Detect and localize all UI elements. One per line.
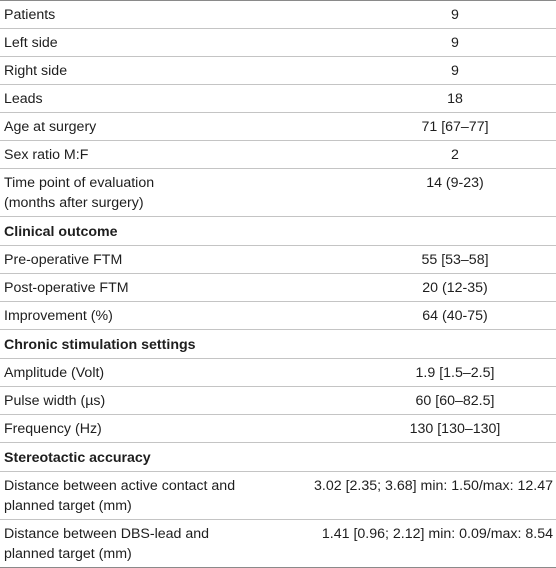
- row-label: Distance between active contact and planned target (mm): [4, 478, 236, 514]
- row-value: 9: [451, 63, 459, 79]
- row-value: 1.41 [0.96; 2.12] min: 0.09/max: 8.54: [321, 526, 553, 542]
- table-row: [0, 387, 556, 414]
- table-row: [0, 246, 556, 273]
- table-row: [0, 302, 556, 329]
- table-row: [0, 520, 556, 567]
- row-label: Right side: [4, 63, 68, 79]
- row-value: 9: [451, 35, 459, 51]
- table-row: [0, 85, 556, 112]
- row-label: Age at surgery: [4, 119, 97, 135]
- row-label: Sex ratio M:F: [4, 147, 89, 163]
- row-label: Leads: [4, 91, 43, 107]
- row-label: Frequency (Hz): [4, 421, 102, 437]
- row-value: 130 [130–130]: [409, 421, 501, 437]
- table-row: [0, 359, 556, 386]
- row-label: Time point of evaluation (months after surgery): [4, 175, 155, 211]
- row-label: Amplitude (Volt): [4, 365, 105, 381]
- section-heading-stimulation-settings: Chronic stimulation settings: [4, 337, 196, 353]
- section-heading-stereotactic-accuracy: Stereotactic accuracy: [4, 450, 151, 466]
- row-value: 71 [67–77]: [421, 119, 489, 135]
- row-label: Distance between DBS-lead and planned target (mm): [4, 526, 210, 562]
- row-value: 20 (12-35): [422, 280, 488, 296]
- row-value: 2: [451, 147, 459, 163]
- table-row: [0, 113, 556, 140]
- table-row: [0, 141, 556, 168]
- row-label: Patients: [4, 7, 56, 23]
- row-label: Improvement (%): [4, 308, 113, 324]
- table-row: [0, 29, 556, 56]
- row-value: 60 [60–82.5]: [415, 393, 495, 409]
- row-value: 14 (9-23): [426, 175, 484, 191]
- row-value: 9: [451, 7, 459, 23]
- row-label: Pulse width (µs): [4, 393, 106, 409]
- table-row: [0, 1, 556, 28]
- table-row: [0, 57, 556, 84]
- row-value: 18: [447, 91, 463, 107]
- table-row: [0, 274, 556, 301]
- table-row: [0, 415, 556, 442]
- table-row: [0, 169, 556, 216]
- table-row: [0, 472, 556, 519]
- row-label: Pre-operative FTM: [4, 252, 123, 268]
- row-value: 55 [53–58]: [421, 252, 489, 268]
- row-label: Post-operative FTM: [4, 280, 129, 296]
- row-value: 64 (40-75): [422, 308, 488, 324]
- row-value: 1.9 [1.5–2.5]: [415, 365, 495, 381]
- row-label: Left side: [4, 35, 58, 51]
- row-value: 3.02 [2.35; 3.68] min: 1.50/max: 12.47: [314, 478, 553, 494]
- section-heading-clinical-outcome: Clinical outcome: [4, 224, 118, 240]
